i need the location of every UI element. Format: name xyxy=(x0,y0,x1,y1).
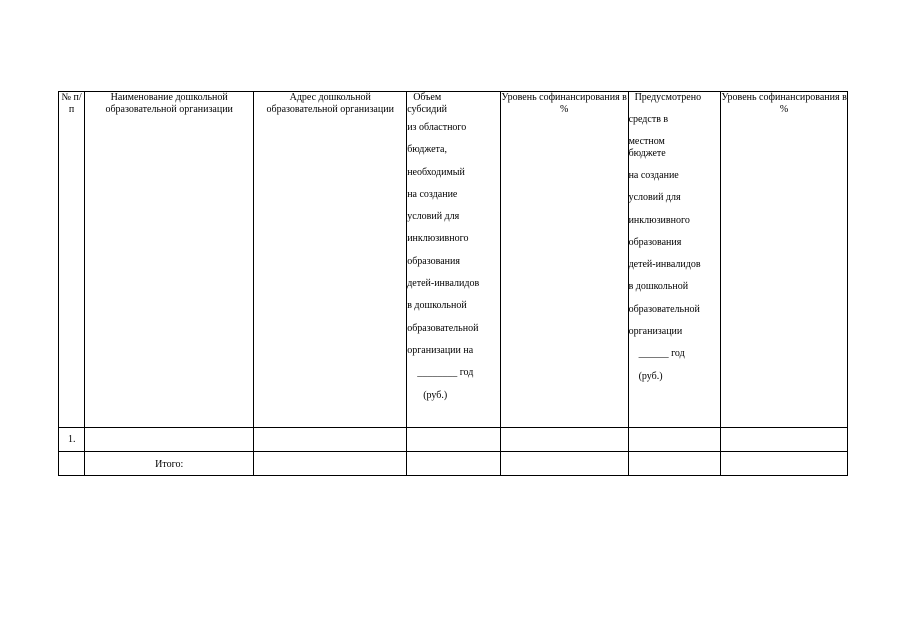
header-line: организации на xyxy=(407,344,474,356)
total-label: Итого: xyxy=(85,452,254,476)
header-local-budget xyxy=(628,92,721,428)
cell-org-name xyxy=(85,428,254,452)
header-line: инклюзивного xyxy=(628,214,690,226)
header-line: на создание xyxy=(628,170,679,181)
header-line: образовательной xyxy=(407,322,479,334)
header-line: детей-инвалидов xyxy=(407,278,480,290)
header-org-name-label: Наименование дошкольной образовательной организации xyxy=(105,92,233,115)
header-line: условий для xyxy=(407,211,460,223)
total-local-budget xyxy=(628,452,721,476)
header-line: субсидий xyxy=(407,104,448,115)
header-line: бюджете xyxy=(628,148,666,159)
header-line: в дошкольной xyxy=(407,300,467,312)
header-cofinancing-1 xyxy=(500,92,628,428)
header-line: необходимый xyxy=(407,166,465,178)
total-row-number xyxy=(59,452,85,476)
header-line: ______ год xyxy=(638,348,685,360)
cell-cofinancing-2 xyxy=(721,428,848,452)
header-line: условий для xyxy=(628,192,681,204)
header-line: образования xyxy=(407,255,460,267)
table-row xyxy=(59,428,848,452)
header-line: образовательной xyxy=(628,303,700,315)
header-org-address-label: Адрес дошкольной образовательной организации xyxy=(266,92,394,115)
header-line: бюджета, xyxy=(407,144,447,156)
total-cofinancing-1 xyxy=(500,452,628,476)
cell-local-budget xyxy=(628,428,721,452)
header-number-label: № п/п xyxy=(61,92,82,115)
header-number xyxy=(59,92,85,428)
total-org-address xyxy=(254,452,407,476)
header-org-name xyxy=(85,92,254,428)
total-cofinancing-2 xyxy=(721,452,848,476)
header-line: (руб.) xyxy=(638,370,663,382)
header-cofinancing-1-label: Уровень софинансирования в % xyxy=(501,92,627,115)
total-row xyxy=(59,452,848,476)
header-org-address xyxy=(254,92,407,428)
header-line: инклюзивного xyxy=(407,233,469,245)
header-line: детей-инвалидов xyxy=(628,259,701,271)
header-cofinancing-2-label: Уровень софинансирования в % xyxy=(721,92,847,115)
header-row xyxy=(59,92,848,428)
header-cofinancing-2 xyxy=(721,92,848,428)
cell-regional-subsidy xyxy=(407,428,501,452)
header-line: на создание xyxy=(407,188,458,200)
cell-cofinancing-1 xyxy=(500,428,628,452)
header-line: образования xyxy=(628,236,682,248)
header-line: в дошкольной xyxy=(628,281,689,293)
header-line: организации xyxy=(628,326,683,338)
header-line: (руб.) xyxy=(423,389,448,401)
total-regional-subsidy xyxy=(407,452,501,476)
header-line: средств в xyxy=(628,114,669,125)
header-line: из областного xyxy=(407,122,467,133)
cell-org-address xyxy=(254,428,407,452)
header-line: местном xyxy=(628,136,665,147)
header-line: ________ год xyxy=(417,367,474,379)
header-regional-subsidy xyxy=(407,92,501,428)
header-line: Предусмотрено xyxy=(634,92,702,103)
row-number: 1. xyxy=(59,428,85,452)
header-line: Объем xyxy=(413,92,442,103)
subsidy-table xyxy=(58,91,848,476)
